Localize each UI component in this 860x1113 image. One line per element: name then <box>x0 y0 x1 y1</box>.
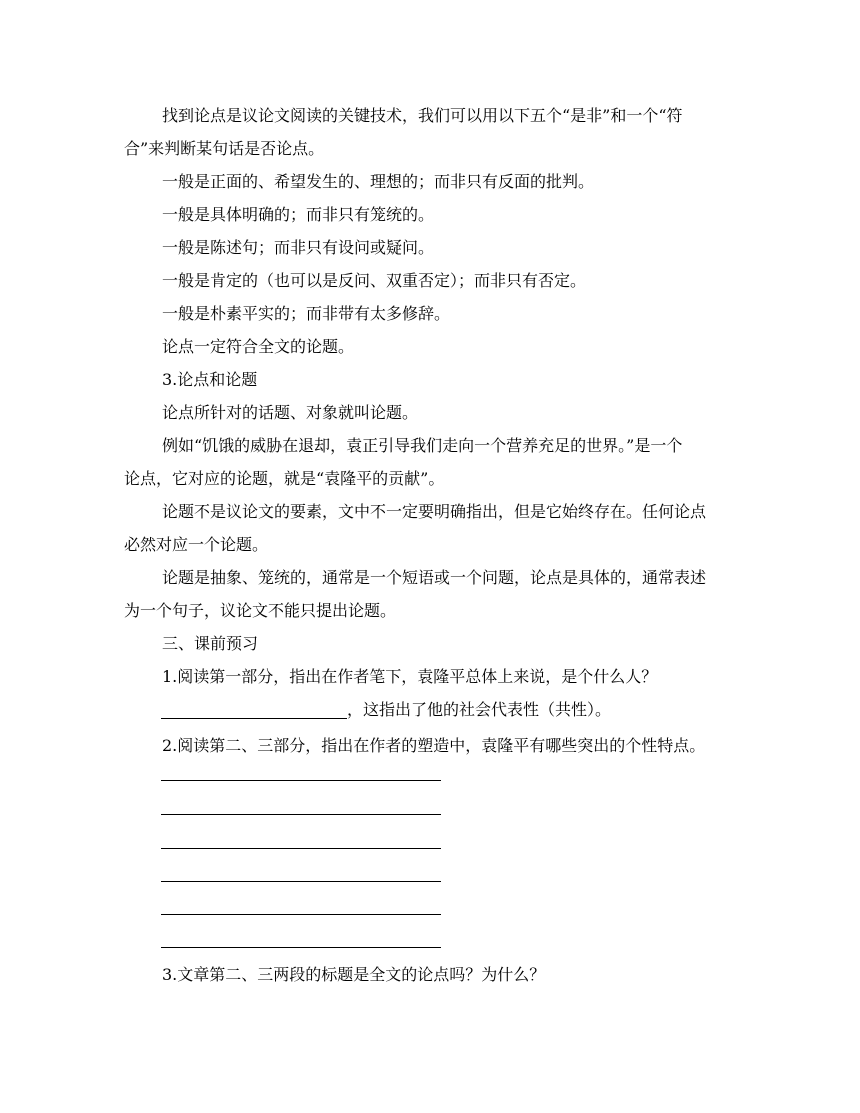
rule-4: 一般是肯定的（也可以是反问、双重否定）；而非只有否定。 <box>162 271 587 290</box>
rule-1: 一般是正面的、希望发生的、理想的；而非只有反面的批判。 <box>162 172 595 191</box>
answer-line-2-2[interactable] <box>161 814 441 815</box>
note-1-line-1: 论题不是议论文的要素，文中不一定要明确指出，但是它始终存在。任何论点 <box>162 502 707 521</box>
example-line-2: 论点，它对应的论题，就是“袁隆平的贡献”。 <box>124 469 445 488</box>
rule-6: 论点一定符合全文的论题。 <box>162 337 355 356</box>
definition: 论点所针对的话题、对象就叫论题。 <box>162 403 419 422</box>
rule-2: 一般是具体明确的；而非只有笼统的。 <box>162 205 435 224</box>
answer-line-2-5[interactable] <box>161 914 441 915</box>
rule-5: 一般是朴素平实的；而非带有太多修辞。 <box>162 304 451 323</box>
question-3: 3.文章第二、三两段的标题是全文的论点吗？为什么？ <box>162 965 546 984</box>
note-1-line-2: 必然对应一个论题。 <box>124 535 269 554</box>
answer-line-2-3[interactable] <box>161 848 441 849</box>
question-2: 2.阅读第二、三部分，指出在作者的塑造中，袁隆平有哪些突出的个性特点。 <box>162 736 706 755</box>
note-2-line-1: 论题是抽象、笼统的，通常是一个短语或一个问题，论点是具体的，通常表述 <box>162 568 707 587</box>
section-heading-3: 3.论点和论题 <box>162 370 258 389</box>
section-preview-heading: 三、课前预习 <box>162 634 259 653</box>
intro-line-2: 合”来判断某句话是否论点。 <box>124 139 325 158</box>
question-1-answer-line <box>161 693 741 726</box>
answer-line-2-6[interactable] <box>161 947 441 948</box>
answer-blank-1[interactable] <box>161 700 347 719</box>
answer-line-2-4[interactable] <box>161 881 441 882</box>
question-1: 1.阅读第一部分，指出在作者笔下，袁隆平总体上来说，是个什么人？ <box>162 667 658 686</box>
question-1-suffix: ，这指出了他的社会代表性（共性）。 <box>347 700 612 719</box>
note-2-line-2: 为一个句子，议论文不能只提出论题。 <box>124 601 397 620</box>
intro-line-1: 找到论点是议论文阅读的关键技术，我们可以用以下五个“是非”和一个“符 <box>162 106 683 125</box>
answer-line-2-1[interactable] <box>161 780 441 781</box>
example-line-1: 例如“饥饿的威胁在退却，袁正引导我们走向一个营养充足的世界。”是一个 <box>162 436 683 455</box>
rule-3: 一般是陈述句；而非只有设问或疑问。 <box>162 238 435 257</box>
